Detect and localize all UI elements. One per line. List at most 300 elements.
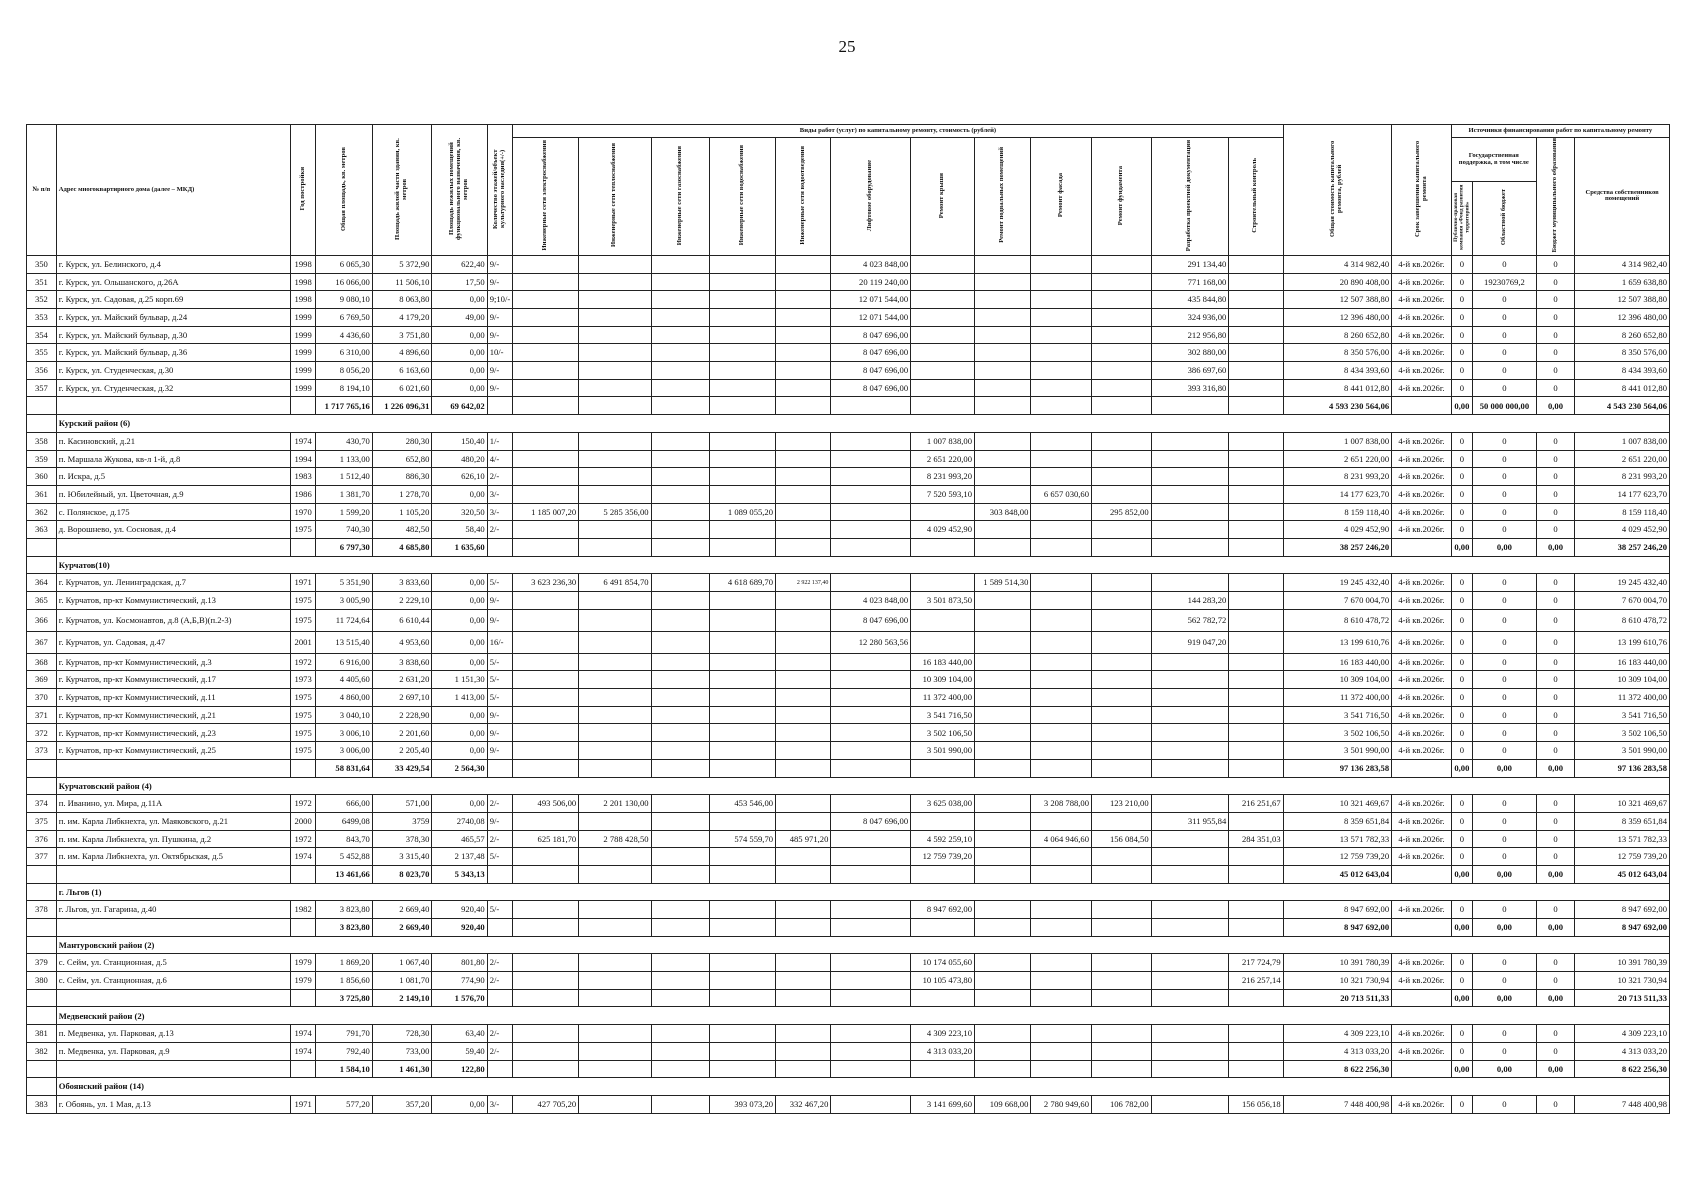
row-nonres-area: 626,10	[432, 468, 487, 486]
row-work-supervision	[1229, 326, 1283, 344]
row-year: 1970	[290, 503, 316, 521]
row-work-elevator: 8 047 696,00	[831, 326, 911, 344]
row-work-basement	[975, 432, 1031, 450]
row-work-foundation	[1092, 309, 1152, 327]
col-year: Год постройки	[290, 125, 316, 256]
row-address: г. Курск, ул. Садовая, д.25 корп.69	[56, 291, 290, 309]
row-total-cost: 16 183 440,00	[1283, 653, 1392, 671]
row-work-supervision	[1229, 1042, 1283, 1060]
row-total-cost: 3 501 990,00	[1283, 742, 1392, 760]
row-total-area: 1 869,20	[316, 954, 372, 972]
table-row	[27, 574, 1670, 592]
cell-empty	[513, 865, 579, 883]
row-work-sewer	[776, 706, 831, 724]
cell-empty	[651, 538, 710, 556]
row-work-design: 302 880,00	[1151, 344, 1229, 362]
row-work-foundation	[1092, 592, 1152, 610]
row-nonres-area: 1 413,00	[432, 689, 487, 707]
row-work-supervision	[1229, 432, 1283, 450]
subtotal-total-cost: 45 012 643,04	[1283, 865, 1392, 883]
subtotal-municipal: 0,00	[1536, 397, 1574, 415]
cell-empty	[487, 397, 513, 415]
row-year: 1999	[290, 379, 316, 397]
subtotal-fund: 0,00	[1451, 538, 1472, 556]
row-work-facade	[1031, 742, 1092, 760]
cell-empty	[1392, 919, 1452, 937]
row-work-design: 291 134,40	[1151, 255, 1229, 273]
subtotal-total-cost: 4 593 230 564,06	[1283, 397, 1392, 415]
row-work-facade	[1031, 574, 1092, 592]
subtotal-owners: 20 713 511,33	[1575, 989, 1670, 1007]
row-work-sewer	[776, 344, 831, 362]
row-work-water	[710, 671, 776, 689]
row-deadline: 4-й кв.2026г.	[1392, 742, 1452, 760]
table-row	[27, 432, 1670, 450]
row-work-supervision	[1229, 689, 1283, 707]
row-work-heat	[579, 255, 651, 273]
row-regional: 0	[1473, 954, 1537, 972]
row-work-sewer	[776, 653, 831, 671]
row-work-supervision	[1229, 1025, 1283, 1043]
subtotal-municipal: 0,00	[1536, 1060, 1574, 1078]
row-work-elevator	[831, 901, 911, 919]
row-work-gas	[651, 255, 710, 273]
row-work-sewer	[776, 848, 831, 866]
row-municipal: 0	[1536, 631, 1574, 653]
row-work-foundation	[1092, 724, 1152, 742]
row-deadline: 4-й кв.2026г.	[1392, 795, 1452, 813]
row-work-electric	[513, 742, 579, 760]
row-work-design	[1151, 653, 1229, 671]
row-work-foundation	[1092, 450, 1152, 468]
row-owners: 3 502 106,50	[1575, 724, 1670, 742]
row-work-design	[1151, 689, 1229, 707]
row-fund: 0	[1451, 503, 1472, 521]
row-work-elevator	[831, 742, 911, 760]
subtotal-regional: 0,00	[1473, 865, 1537, 883]
row-work-basement	[975, 609, 1031, 631]
table-row	[27, 742, 1670, 760]
row-number: 353	[27, 309, 57, 327]
table-row	[27, 901, 1670, 919]
subtotal-fund: 0,00	[1451, 397, 1472, 415]
row-total-cost: 19 245 432,40	[1283, 574, 1392, 592]
row-work-roof	[911, 631, 975, 653]
subtotal-nonres-area: 122,80	[432, 1060, 487, 1078]
row-work-heat	[579, 1025, 651, 1043]
row-work-basement	[975, 521, 1031, 539]
row-regional: 0	[1473, 1042, 1537, 1060]
row-work-basement	[975, 326, 1031, 344]
row-work-elevator	[831, 954, 911, 972]
row-work-heat	[579, 689, 651, 707]
row-work-water	[710, 901, 776, 919]
row-regional: 0	[1473, 432, 1537, 450]
row-deadline: 4-й кв.2026г.	[1392, 706, 1452, 724]
row-fund: 0	[1451, 1042, 1472, 1060]
row-work-foundation: 106 782,00	[1092, 1095, 1152, 1113]
table-row	[27, 450, 1670, 468]
row-nonres-area: 0,00	[432, 609, 487, 631]
row-regional: 0	[1473, 653, 1537, 671]
row-year: 1982	[290, 901, 316, 919]
row-work-supervision: 217 724,79	[1229, 954, 1283, 972]
row-municipal: 0	[1536, 379, 1574, 397]
row-floors: 9/-	[487, 362, 513, 380]
row-year: 1979	[290, 954, 316, 972]
row-number: 360	[27, 468, 57, 486]
cell-empty	[1229, 397, 1283, 415]
row-owners: 8 159 118,40	[1575, 503, 1670, 521]
table-row	[27, 503, 1670, 521]
row-address: г. Курчатов, пр-кт Коммунистический, д.13	[56, 592, 290, 610]
row-work-design: 212 956,80	[1151, 326, 1229, 344]
cell-empty	[56, 989, 290, 1007]
col-deadline: Срок завершения капитального ремонта	[1392, 125, 1452, 256]
district-header-row	[27, 1007, 1670, 1025]
cell-empty	[27, 1060, 57, 1078]
col-work-design: Разработка проектной документации	[1151, 138, 1229, 256]
row-work-basement	[975, 309, 1031, 327]
row-fund: 0	[1451, 609, 1472, 631]
subtotal-municipal: 0,00	[1536, 538, 1574, 556]
row-address: г. Курчатов, пр-кт Коммунистический, д.11	[56, 689, 290, 707]
row-work-basement	[975, 848, 1031, 866]
row-total-cost: 14 177 623,70	[1283, 485, 1392, 503]
row-work-heat	[579, 1095, 651, 1113]
row-work-heat	[579, 972, 651, 990]
cell-empty	[651, 919, 710, 937]
row-fund: 0	[1451, 521, 1472, 539]
row-total-area: 6 769,50	[316, 309, 372, 327]
row-floors: 9/-	[487, 309, 513, 327]
row-living-area: 2 228,90	[372, 706, 432, 724]
row-work-roof: 3 141 699,60	[911, 1095, 975, 1113]
row-work-sewer	[776, 795, 831, 813]
row-work-gas	[651, 379, 710, 397]
row-total-cost: 8 231 993,20	[1283, 468, 1392, 486]
row-work-foundation	[1092, 291, 1152, 309]
cell-empty	[911, 989, 975, 1007]
row-total-area: 1 599,20	[316, 503, 372, 521]
cell-empty	[513, 1060, 579, 1078]
cell-empty	[513, 919, 579, 937]
row-work-supervision	[1229, 273, 1283, 291]
row-work-supervision	[1229, 450, 1283, 468]
row-floors: 9/-	[487, 609, 513, 631]
row-living-area: 733,00	[372, 1042, 432, 1060]
row-regional: 0	[1473, 795, 1537, 813]
row-owners: 1 007 838,00	[1575, 432, 1670, 450]
cell-empty	[975, 759, 1031, 777]
subtotal-nonres-area: 69 642,02	[432, 397, 487, 415]
row-work-electric	[513, 450, 579, 468]
row-municipal: 0	[1536, 724, 1574, 742]
subtotal-living-area: 1 226 096,31	[372, 397, 432, 415]
col-owners: Средства собственников помещений	[1575, 138, 1670, 256]
table-row	[27, 521, 1670, 539]
row-work-elevator	[831, 689, 911, 707]
col-work-heat: Инженерные сети теплоснабжения	[579, 138, 651, 256]
row-work-heat: 2 788 428,50	[579, 830, 651, 848]
row-owners: 14 177 623,70	[1575, 485, 1670, 503]
row-floors: 2/-	[487, 521, 513, 539]
subtotal-row	[27, 538, 1670, 556]
row-number: 358	[27, 432, 57, 450]
cell-empty	[776, 397, 831, 415]
row-work-elevator	[831, 1095, 911, 1113]
row-year: 1979	[290, 972, 316, 990]
row-year: 1972	[290, 653, 316, 671]
row-work-facade	[1031, 954, 1092, 972]
row-work-water	[710, 255, 776, 273]
row-work-roof: 3 541 716,50	[911, 706, 975, 724]
row-work-sewer	[776, 689, 831, 707]
row-work-design: 562 782,72	[1151, 609, 1229, 631]
row-work-basement	[975, 344, 1031, 362]
row-work-basement	[975, 724, 1031, 742]
row-work-elevator: 8 047 696,00	[831, 379, 911, 397]
row-fund: 0	[1451, 574, 1472, 592]
row-number: 370	[27, 689, 57, 707]
row-work-basement	[975, 450, 1031, 468]
row-work-design	[1151, 742, 1229, 760]
row-total-cost: 13 571 782,33	[1283, 830, 1392, 848]
cell-empty	[1092, 1060, 1152, 1078]
row-fund: 0	[1451, 795, 1472, 813]
row-work-basement	[975, 901, 1031, 919]
cell-empty	[1151, 759, 1229, 777]
cell-empty	[27, 883, 57, 901]
row-work-electric	[513, 592, 579, 610]
row-work-facade	[1031, 291, 1092, 309]
row-number: 367	[27, 631, 57, 653]
row-total-area: 6 310,00	[316, 344, 372, 362]
row-total-cost: 12 759 739,20	[1283, 848, 1392, 866]
row-year: 1999	[290, 362, 316, 380]
cell-empty	[1229, 538, 1283, 556]
row-total-cost: 10 321 730,94	[1283, 972, 1392, 990]
row-deadline: 4-й кв.2026г.	[1392, 291, 1452, 309]
row-deadline: 4-й кв.2026г.	[1392, 631, 1452, 653]
row-number: 379	[27, 954, 57, 972]
row-work-roof: 10 309 104,00	[911, 671, 975, 689]
row-floors: 9/-	[487, 724, 513, 742]
row-deadline: 4-й кв.2026г.	[1392, 432, 1452, 450]
row-number: 369	[27, 671, 57, 689]
cell-empty	[487, 1060, 513, 1078]
row-address: п. Медвенка, ул. Парковая, д.9	[56, 1042, 290, 1060]
row-address: с. Сейм, ул. Станционная, д.5	[56, 954, 290, 972]
row-owners: 10 321 469,67	[1575, 795, 1670, 813]
district-header-row	[27, 415, 1670, 433]
row-regional: 0	[1473, 972, 1537, 990]
row-fund: 0	[1451, 812, 1472, 830]
col-address: Адрес многоквартирного дома (далее – МКД)	[56, 125, 290, 256]
row-municipal: 0	[1536, 309, 1574, 327]
row-work-water	[710, 450, 776, 468]
row-work-design	[1151, 706, 1229, 724]
cell-empty	[513, 538, 579, 556]
cell-empty	[56, 538, 290, 556]
row-work-roof	[911, 291, 975, 309]
subtotal-fund: 0,00	[1451, 759, 1472, 777]
table-row	[27, 848, 1670, 866]
row-deadline: 4-й кв.2026г.	[1392, 1042, 1452, 1060]
table-row	[27, 706, 1670, 724]
cell-empty	[1151, 865, 1229, 883]
row-regional: 0	[1473, 503, 1537, 521]
row-number: 374	[27, 795, 57, 813]
row-work-roof	[911, 379, 975, 397]
row-work-design	[1151, 432, 1229, 450]
row-living-area: 5 372,90	[372, 255, 432, 273]
row-work-sewer	[776, 609, 831, 631]
subtotal-regional: 50 000 000,00	[1473, 397, 1537, 415]
row-owners: 16 183 440,00	[1575, 653, 1670, 671]
row-nonres-area: 465,57	[432, 830, 487, 848]
row-work-foundation: 295 852,00	[1092, 503, 1152, 521]
row-fund: 0	[1451, 1025, 1472, 1043]
subtotal-fund: 0,00	[1451, 1060, 1472, 1078]
row-year: 1975	[290, 689, 316, 707]
row-address: п. им. Карла Либкнехта, ул. Маяковского, д.21	[56, 812, 290, 830]
row-work-electric: 427 705,20	[513, 1095, 579, 1113]
subtotal-municipal: 0,00	[1536, 759, 1574, 777]
row-municipal: 0	[1536, 1042, 1574, 1060]
row-total-area: 5 452,88	[316, 848, 372, 866]
cell-empty	[487, 865, 513, 883]
row-work-facade: 3 208 788,00	[1031, 795, 1092, 813]
row-deadline: 4-й кв.2026г.	[1392, 830, 1452, 848]
row-deadline: 4-й кв.2026г.	[1392, 609, 1452, 631]
row-work-elevator: 12 280 563,56	[831, 631, 911, 653]
row-work-basement	[975, 485, 1031, 503]
cell-empty	[1092, 865, 1152, 883]
row-fund: 0	[1451, 901, 1472, 919]
row-work-foundation	[1092, 521, 1152, 539]
row-living-area: 3 838,60	[372, 653, 432, 671]
row-work-water	[710, 521, 776, 539]
cell-empty	[1092, 397, 1152, 415]
row-living-area: 378,30	[372, 830, 432, 848]
row-fund: 0	[1451, 742, 1472, 760]
row-work-design	[1151, 671, 1229, 689]
row-owners: 8 441 012,80	[1575, 379, 1670, 397]
row-work-heat	[579, 326, 651, 344]
row-work-facade	[1031, 326, 1092, 344]
row-work-foundation	[1092, 812, 1152, 830]
row-owners: 12 396 480,00	[1575, 309, 1670, 327]
subtotal-regional: 0,00	[1473, 1060, 1537, 1078]
row-regional: 0	[1473, 671, 1537, 689]
row-living-area: 652,80	[372, 450, 432, 468]
cell-empty	[1392, 538, 1452, 556]
row-work-water	[710, 291, 776, 309]
row-work-roof	[911, 273, 975, 291]
row-work-elevator	[831, 503, 911, 521]
row-deadline: 4-й кв.2026г.	[1392, 848, 1452, 866]
cell-empty	[831, 989, 911, 1007]
row-address: г. Курчатов, ул. Космонавтов, д.8 (А,Б,В)(п.2-3)	[56, 609, 290, 631]
table-row	[27, 326, 1670, 344]
row-work-water	[710, 1025, 776, 1043]
row-address: г. Курчатов, пр-кт Коммунистический, д.25	[56, 742, 290, 760]
subtotal-total-cost: 20 713 511,33	[1283, 989, 1392, 1007]
cell-empty	[579, 759, 651, 777]
row-owners: 3 501 990,00	[1575, 742, 1670, 760]
row-municipal: 0	[1536, 362, 1574, 380]
row-work-water	[710, 954, 776, 972]
row-fund: 0	[1451, 653, 1472, 671]
row-number: 357	[27, 379, 57, 397]
row-work-gas	[651, 706, 710, 724]
row-work-elevator: 8 047 696,00	[831, 344, 911, 362]
table-row	[27, 273, 1670, 291]
cell-empty	[290, 397, 316, 415]
row-total-cost: 13 199 610,76	[1283, 631, 1392, 653]
row-living-area: 6 021,60	[372, 379, 432, 397]
cell-empty	[56, 865, 290, 883]
row-regional: 0	[1473, 362, 1537, 380]
row-work-facade: 4 064 946,60	[1031, 830, 1092, 848]
cell-empty	[911, 538, 975, 556]
row-owners: 8 350 576,00	[1575, 344, 1670, 362]
row-work-design	[1151, 954, 1229, 972]
col-work-foundation: Ремонт фундамента	[1092, 138, 1152, 256]
subtotal-municipal: 0,00	[1536, 919, 1574, 937]
capital-repair-table	[26, 124, 1670, 1114]
row-work-facade	[1031, 468, 1092, 486]
row-work-basement	[975, 954, 1031, 972]
row-owners: 8 947 692,00	[1575, 901, 1670, 919]
row-regional: 0	[1473, 574, 1537, 592]
row-work-foundation	[1092, 468, 1152, 486]
row-total-area: 3 006,10	[316, 724, 372, 742]
row-work-gas	[651, 742, 710, 760]
row-work-heat	[579, 432, 651, 450]
row-work-supervision	[1229, 724, 1283, 742]
row-floors: 2/-	[487, 1042, 513, 1060]
row-work-foundation	[1092, 1042, 1152, 1060]
row-number: 372	[27, 724, 57, 742]
row-work-elevator	[831, 653, 911, 671]
row-work-sewer	[776, 742, 831, 760]
row-year: 1974	[290, 1042, 316, 1060]
row-work-sewer	[776, 291, 831, 309]
row-year: 1975	[290, 609, 316, 631]
row-floors: 10/-	[487, 344, 513, 362]
row-nonres-area: 0,00	[432, 706, 487, 724]
row-living-area: 8 063,80	[372, 291, 432, 309]
row-living-area: 2 205,40	[372, 742, 432, 760]
row-living-area: 4 179,20	[372, 309, 432, 327]
row-work-water	[710, 653, 776, 671]
row-work-water: 4 618 689,70	[710, 574, 776, 592]
row-work-sewer	[776, 671, 831, 689]
row-regional: 0	[1473, 689, 1537, 707]
row-work-supervision	[1229, 309, 1283, 327]
row-work-sewer: 485 971,20	[776, 830, 831, 848]
row-work-supervision	[1229, 521, 1283, 539]
table-row	[27, 1025, 1670, 1043]
row-floors: 5/-	[487, 901, 513, 919]
cell-empty	[831, 1060, 911, 1078]
row-work-electric	[513, 653, 579, 671]
cell-empty	[1229, 989, 1283, 1007]
row-address: п. им. Карла Либкнехта, ул. Октябрьская, д.5	[56, 848, 290, 866]
row-living-area: 6 610,44	[372, 609, 432, 631]
